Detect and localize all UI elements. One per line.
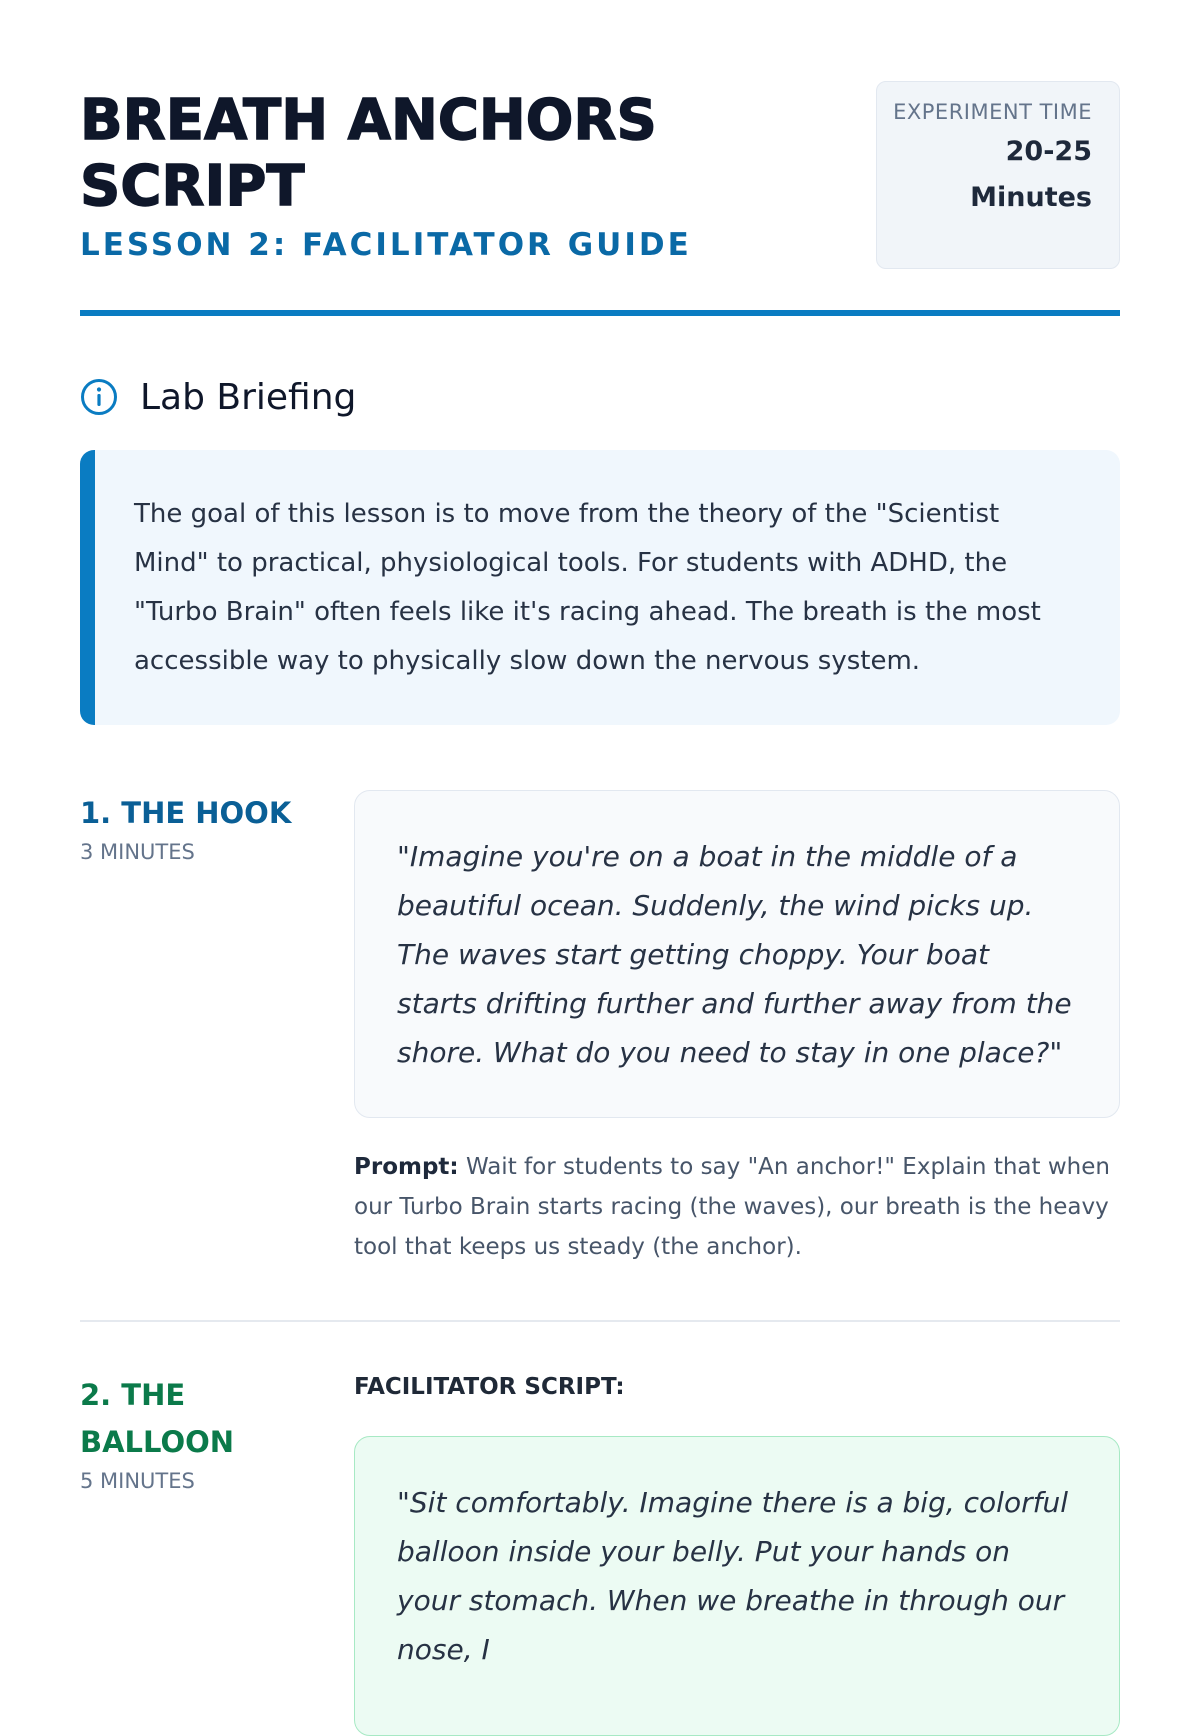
facilitator-prompt <box>354 1147 1120 1267</box>
script-quote: "Imagine you're on a boat in the middle of a beautiful ocean. Suddenly, the wind picks up. The waves start getting choppy. Your boat starts drifting further and further away from the shore. What do you need to stay in one place?" <box>397 840 1072 1069</box>
section-duration: 5 MINUTES <box>80 1469 195 1493</box>
lab-briefing-callout <box>80 450 1120 725</box>
experiment-time-value: 20-25 <box>1005 136 1092 167</box>
prompt-label: Prompt: <box>354 1154 459 1180</box>
page-title: BREATH ANCHORS SCRIPT <box>80 88 657 219</box>
lab-briefing-title: Lab Briefing <box>140 376 357 418</box>
lab-briefing-text: The goal of this lesson is to move from the theory of the "Scientist Mind" to practical, physiological tools. For students with ADHD, the "Turbo Brain" often feels like it's racing ahead. The breath is the most accessible way to physically slow down the nervous system. <box>134 499 1041 676</box>
section-divider <box>80 1320 1120 1322</box>
page-subtitle: LESSON 2: FACILITATOR GUIDE <box>80 227 692 263</box>
header-divider <box>80 310 1120 316</box>
facilitator-script-label: FACILITATOR SCRIPT: <box>354 1374 625 1400</box>
section-body <box>354 1372 1120 1736</box>
section-header <box>80 1372 320 1496</box>
script-quote-box <box>354 1436 1120 1736</box>
section-body <box>354 790 1120 1267</box>
section-duration: 3 MINUTES <box>80 840 195 864</box>
experiment-time-unit: Minutes <box>970 182 1092 213</box>
script-quote: "Sit comfortably. Imagine there is a big, colorful balloon inside your belly. Put your hands on your stomach. When we breathe in through our nose, I <box>397 1486 1068 1666</box>
page-header <box>80 0 1120 318</box>
info-circle-icon <box>80 378 118 416</box>
prompt-text: Wait for students to say "An anchor!" Explain that when our Turbo Brain starts racing (the waves), our breath is the heavy tool that keeps us steady (the anchor). <box>354 1154 1110 1260</box>
experiment-time-card <box>876 81 1120 269</box>
section-header <box>80 790 320 867</box>
lab-briefing-heading <box>80 370 356 424</box>
document-page <box>80 0 1120 1666</box>
section-title: 1. THE HOOK <box>80 796 292 830</box>
experiment-time-label: EXPERIMENT TIME <box>893 100 1092 124</box>
script-quote-box <box>354 790 1120 1118</box>
section-title: 2. THE BALLOON <box>80 1378 235 1459</box>
